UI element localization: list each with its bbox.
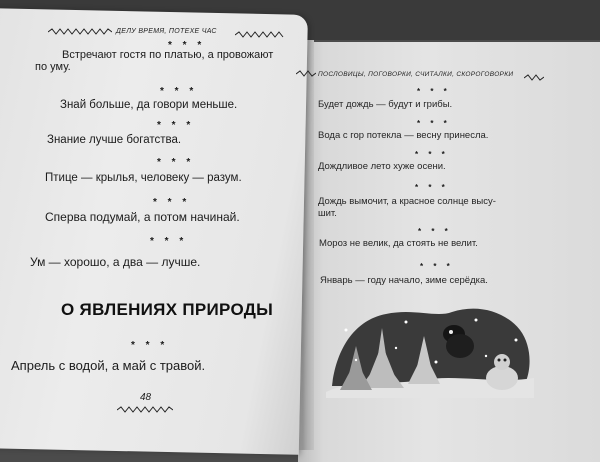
proverb-text: Сперва подумай, а потом начинай. bbox=[45, 210, 240, 224]
proverb-text: Дождь вымочит, а красное солнце высу- bbox=[318, 196, 496, 207]
proverb-text: Мороз не велик, да стоять не велит. bbox=[319, 238, 478, 249]
proverb-text: Апрель с водой, а май с травой. bbox=[11, 358, 206, 373]
proverb-text: Знание лучше богатства. bbox=[47, 134, 182, 146]
separator-stars: * * * bbox=[417, 119, 451, 128]
separator-stars: * * * bbox=[415, 183, 449, 192]
separator-stars: * * * bbox=[418, 227, 452, 236]
separator-stars: * * * bbox=[150, 236, 188, 247]
proverb-text: Встречают гостя по платью, а провожают bbox=[62, 49, 274, 61]
section-title: О ЯВЛЕНИЯХ ПРИРОДЫ bbox=[61, 300, 274, 319]
page-number: 48 bbox=[140, 392, 152, 403]
page-number-ornament bbox=[117, 406, 173, 414]
header-ornament-left-2 bbox=[235, 31, 285, 39]
proverb-text: шит. bbox=[318, 208, 337, 219]
separator-stars: * * * bbox=[168, 40, 206, 51]
header-ornament-right bbox=[296, 70, 316, 78]
separator-stars: * * * bbox=[160, 86, 198, 97]
left-running-header: ДЕЛУ ВРЕМЯ, ПОТЕХЕ ЧАС bbox=[116, 28, 217, 35]
proverb-text: Знай больше, да говори меньше. bbox=[60, 99, 238, 111]
proverb-text: Дождливое лето хуже осени. bbox=[318, 161, 446, 172]
right-running-header: ПОСЛОВИЦЫ, ПОГОВОРКИ, СЧИТАЛКИ, СКОРОГОВОРКИ bbox=[318, 71, 514, 78]
header-ornament-left bbox=[48, 28, 112, 36]
separator-stars: * * * bbox=[131, 340, 169, 351]
separator-stars: * * * bbox=[415, 150, 449, 159]
proverb-text: Вода с гор потекла — весну принесла. bbox=[318, 130, 489, 141]
proverb-text: Январь — году начало, зиме серёдка. bbox=[320, 275, 488, 286]
winter-forest-illustration bbox=[326, 300, 534, 398]
header-ornament-right-2 bbox=[524, 74, 544, 82]
separator-stars: * * * bbox=[157, 120, 195, 131]
separator-stars: * * * bbox=[157, 157, 195, 168]
left-page bbox=[0, 8, 308, 455]
separator-stars: * * * bbox=[153, 197, 191, 208]
separator-stars: * * * bbox=[420, 262, 454, 271]
proverb-text: по уму. bbox=[35, 61, 71, 73]
proverb-text: Птице — крылья, человеку — разум. bbox=[45, 172, 242, 184]
proverb-text: Будет дождь — будут и грибы. bbox=[318, 99, 453, 110]
separator-stars: * * * bbox=[417, 87, 451, 96]
proverb-text: Ум — хорошо, а два — лучше. bbox=[30, 255, 201, 269]
